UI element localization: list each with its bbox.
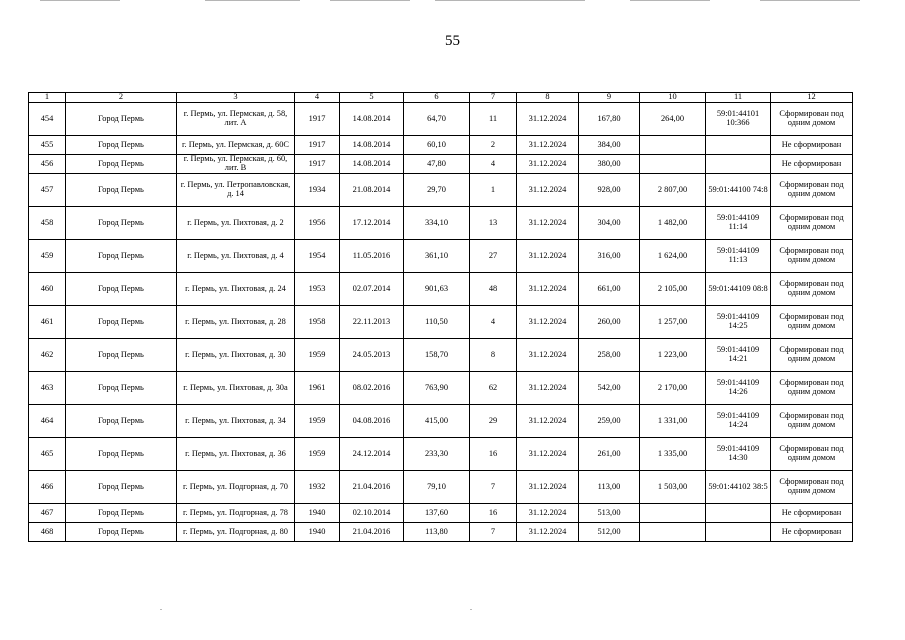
row-number: 459 [29, 240, 66, 273]
area-cell: 60,10 [404, 136, 470, 155]
status-cell: Сформирован под одним домом [771, 240, 853, 273]
deadline-cell: 31.12.2024 [517, 339, 579, 372]
year-cell: 1953 [295, 273, 340, 306]
scan-speck [470, 609, 472, 610]
column-header: 2 [66, 93, 177, 103]
municipality-cell: Город Пермь [66, 103, 177, 136]
cost-cell: 661,00 [579, 273, 640, 306]
table-row [29, 174, 853, 207]
address-cell: г. Пермь, ул. Пермская, д. 60, лит. В [177, 155, 295, 174]
municipality-cell: Город Пермь [66, 438, 177, 471]
year-cell: 1961 [295, 372, 340, 405]
cost2-cell [640, 504, 706, 523]
deadline-cell: 31.12.2024 [517, 207, 579, 240]
area-cell: 64,70 [404, 103, 470, 136]
cost-cell: 512,00 [579, 523, 640, 542]
table-row [29, 504, 853, 523]
residents-cell: 4 [470, 306, 517, 339]
date-cell: 17.12.2014 [340, 207, 404, 240]
deadline-cell: 31.12.2024 [517, 103, 579, 136]
date-cell: 14.08.2014 [340, 136, 404, 155]
deadline-cell: 31.12.2024 [517, 438, 579, 471]
cost-cell: 167,80 [579, 103, 640, 136]
address-cell: г. Пермь, ул. Пихтовая, д. 30а [177, 372, 295, 405]
status-cell: Сформирован под одним домом [771, 103, 853, 136]
deadline-cell: 31.12.2024 [517, 372, 579, 405]
area-cell: 110,50 [404, 306, 470, 339]
row-number: 460 [29, 273, 66, 306]
year-cell: 1917 [295, 136, 340, 155]
deadline-cell: 31.12.2024 [517, 471, 579, 504]
municipality-cell: Город Пермь [66, 471, 177, 504]
residents-cell: 4 [470, 155, 517, 174]
address-cell: г. Пермь, ул. Петропавловская, д. 14 [177, 174, 295, 207]
municipality-cell: Город Пермь [66, 523, 177, 542]
residents-cell: 29 [470, 405, 517, 438]
residents-cell: 1 [470, 174, 517, 207]
municipality-cell: Город Пермь [66, 207, 177, 240]
residents-cell: 48 [470, 273, 517, 306]
date-cell: 24.05.2013 [340, 339, 404, 372]
status-cell: Сформирован под одним домом [771, 405, 853, 438]
residents-cell: 16 [470, 504, 517, 523]
deadline-cell: 31.12.2024 [517, 306, 579, 339]
residents-cell: 62 [470, 372, 517, 405]
row-number: 462 [29, 339, 66, 372]
row-number: 464 [29, 405, 66, 438]
municipality-cell: Город Пермь [66, 306, 177, 339]
address-cell: г. Пермь, ул. Пихтовая, д. 2 [177, 207, 295, 240]
top-rule [435, 0, 585, 1]
cost-cell: 380,00 [579, 155, 640, 174]
date-cell: 02.07.2014 [340, 273, 404, 306]
status-cell: Сформирован под одним домом [771, 273, 853, 306]
residents-cell: 7 [470, 523, 517, 542]
area-cell: 79,10 [404, 471, 470, 504]
status-cell: Не сформирован [771, 136, 853, 155]
table-row [29, 155, 853, 174]
table-row [29, 103, 853, 136]
date-cell: 21.08.2014 [340, 174, 404, 207]
table-row [29, 523, 853, 542]
date-cell: 22.11.2013 [340, 306, 404, 339]
row-number: 455 [29, 136, 66, 155]
date-cell: 08.02.2016 [340, 372, 404, 405]
scan-speck [160, 609, 162, 610]
date-cell: 02.10.2014 [340, 504, 404, 523]
row-number: 465 [29, 438, 66, 471]
address-cell: г. Пермь, ул. Пермская, д. 58, лит. А [177, 103, 295, 136]
address-cell: г. Пермь, ул. Подгорная, д. 78 [177, 504, 295, 523]
cadastre-cell: 59:01:44109 14:21 [706, 339, 771, 372]
area-cell: 113,80 [404, 523, 470, 542]
area-cell: 47,80 [404, 155, 470, 174]
year-cell: 1956 [295, 207, 340, 240]
column-header: 3 [177, 93, 295, 103]
column-header: 12 [771, 93, 853, 103]
date-cell: 11.05.2016 [340, 240, 404, 273]
row-number: 457 [29, 174, 66, 207]
residents-cell: 8 [470, 339, 517, 372]
row-number: 461 [29, 306, 66, 339]
row-number: 467 [29, 504, 66, 523]
area-cell: 334,10 [404, 207, 470, 240]
cost2-cell: 2 170,00 [640, 372, 706, 405]
column-header: 1 [29, 93, 66, 103]
address-cell: г. Пермь, ул. Пихтовая, д. 36 [177, 438, 295, 471]
residents-cell: 7 [470, 471, 517, 504]
cadastre-cell: 59:01:44109 14:26 [706, 372, 771, 405]
column-header: 8 [517, 93, 579, 103]
row-number: 466 [29, 471, 66, 504]
date-cell: 21.04.2016 [340, 471, 404, 504]
cost2-cell: 1 624,00 [640, 240, 706, 273]
area-cell: 137,60 [404, 504, 470, 523]
column-header: 4 [295, 93, 340, 103]
municipality-cell: Город Пермь [66, 405, 177, 438]
top-rule [330, 0, 410, 1]
municipality-cell: Город Пермь [66, 504, 177, 523]
cost-cell: 258,00 [579, 339, 640, 372]
year-cell: 1954 [295, 240, 340, 273]
status-cell: Сформирован под одним домом [771, 339, 853, 372]
year-cell: 1934 [295, 174, 340, 207]
status-cell: Сформирован под одним домом [771, 174, 853, 207]
deadline-cell: 31.12.2024 [517, 504, 579, 523]
address-cell: г. Пермь, ул. Пихтовая, д. 34 [177, 405, 295, 438]
cost-cell: 113,00 [579, 471, 640, 504]
area-cell: 763,90 [404, 372, 470, 405]
status-cell: Сформирован под одним домом [771, 372, 853, 405]
address-cell: г. Пермь, ул. Пермская, д. 60С [177, 136, 295, 155]
residents-cell: 11 [470, 103, 517, 136]
table-row [29, 339, 853, 372]
cost-cell: 260,00 [579, 306, 640, 339]
cadastre-cell: 59:01:44101 10:366 [706, 103, 771, 136]
status-cell: Сформирован под одним домом [771, 471, 853, 504]
register-table [28, 92, 853, 542]
year-cell: 1958 [295, 306, 340, 339]
cost-cell: 542,00 [579, 372, 640, 405]
deadline-cell: 31.12.2024 [517, 523, 579, 542]
status-cell: Не сформирован [771, 523, 853, 542]
cadastre-cell: 59:01:44109 14:30 [706, 438, 771, 471]
cost-cell: 513,00 [579, 504, 640, 523]
area-cell: 361,10 [404, 240, 470, 273]
residents-cell: 16 [470, 438, 517, 471]
cost2-cell: 2 105,00 [640, 273, 706, 306]
cadastre-cell: 59:01:44109 08:8 [706, 273, 771, 306]
column-header: 5 [340, 93, 404, 103]
top-rule [205, 0, 300, 1]
top-rule [760, 0, 860, 1]
residents-cell: 13 [470, 207, 517, 240]
status-cell: Сформирован под одним домом [771, 207, 853, 240]
header-row [29, 93, 853, 103]
municipality-cell: Город Пермь [66, 136, 177, 155]
cost-cell: 928,00 [579, 174, 640, 207]
address-cell: г. Пермь, ул. Пихтовая, д. 30 [177, 339, 295, 372]
cost2-cell: 1 482,00 [640, 207, 706, 240]
cadastre-cell [706, 136, 771, 155]
status-cell: Сформирован под одним домом [771, 306, 853, 339]
cost-cell: 261,00 [579, 438, 640, 471]
year-cell: 1917 [295, 155, 340, 174]
address-cell: г. Пермь, ул. Подгорная, д. 80 [177, 523, 295, 542]
row-number: 454 [29, 103, 66, 136]
row-number: 456 [29, 155, 66, 174]
page-number: 55 [445, 33, 460, 49]
table-row [29, 136, 853, 155]
cost2-cell: 1 503,00 [640, 471, 706, 504]
municipality-cell: Город Пермь [66, 174, 177, 207]
column-header: 10 [640, 93, 706, 103]
cost2-cell: 1 331,00 [640, 405, 706, 438]
top-rule [40, 0, 120, 1]
municipality-cell: Город Пермь [66, 240, 177, 273]
area-cell: 901,63 [404, 273, 470, 306]
residents-cell: 2 [470, 136, 517, 155]
cadastre-cell: 59:01:44109 11:14 [706, 207, 771, 240]
cost-cell: 304,00 [579, 207, 640, 240]
cost2-cell: 1 335,00 [640, 438, 706, 471]
area-cell: 158,70 [404, 339, 470, 372]
status-cell: Сформирован под одним домом [771, 438, 853, 471]
deadline-cell: 31.12.2024 [517, 174, 579, 207]
table-row [29, 273, 853, 306]
cadastre-cell: 59:01:44109 14:24 [706, 405, 771, 438]
cadastre-cell [706, 523, 771, 542]
cost-cell: 384,00 [579, 136, 640, 155]
table-row [29, 240, 853, 273]
deadline-cell: 31.12.2024 [517, 240, 579, 273]
table-row [29, 207, 853, 240]
table-row [29, 471, 853, 504]
deadline-cell: 31.12.2024 [517, 136, 579, 155]
column-header: 11 [706, 93, 771, 103]
cost2-cell [640, 136, 706, 155]
cadastre-cell: 59:01:44102 38:5 [706, 471, 771, 504]
year-cell: 1940 [295, 523, 340, 542]
status-cell: Не сформирован [771, 155, 853, 174]
deadline-cell: 31.12.2024 [517, 405, 579, 438]
date-cell: 14.08.2014 [340, 103, 404, 136]
status-cell: Не сформирован [771, 504, 853, 523]
cost2-cell: 1 257,00 [640, 306, 706, 339]
cost2-cell: 2 807,00 [640, 174, 706, 207]
cost2-cell: 264,00 [640, 103, 706, 136]
address-cell: г. Пермь, ул. Пихтовая, д. 24 [177, 273, 295, 306]
year-cell: 1959 [295, 405, 340, 438]
date-cell: 24.12.2014 [340, 438, 404, 471]
cost2-cell: 1 223,00 [640, 339, 706, 372]
year-cell: 1940 [295, 504, 340, 523]
area-cell: 29,70 [404, 174, 470, 207]
municipality-cell: Город Пермь [66, 339, 177, 372]
area-cell: 233,30 [404, 438, 470, 471]
year-cell: 1959 [295, 438, 340, 471]
table-row [29, 405, 853, 438]
row-number: 458 [29, 207, 66, 240]
date-cell: 21.04.2016 [340, 523, 404, 542]
cadastre-cell [706, 504, 771, 523]
municipality-cell: Город Пермь [66, 155, 177, 174]
cadastre-cell: 59:01:44109 11:13 [706, 240, 771, 273]
top-rule [630, 0, 710, 1]
residents-cell: 27 [470, 240, 517, 273]
deadline-cell: 31.12.2024 [517, 155, 579, 174]
address-cell: г. Пермь, ул. Пихтовая, д. 28 [177, 306, 295, 339]
cadastre-cell [706, 155, 771, 174]
cost2-cell [640, 523, 706, 542]
address-cell: г. Пермь, ул. Подгорная, д. 70 [177, 471, 295, 504]
area-cell: 415,00 [404, 405, 470, 438]
cadastre-cell: 59:01:44109 14:25 [706, 306, 771, 339]
row-number: 468 [29, 523, 66, 542]
table-row [29, 372, 853, 405]
table-row [29, 306, 853, 339]
table-row [29, 438, 853, 471]
deadline-cell: 31.12.2024 [517, 273, 579, 306]
column-header: 6 [404, 93, 470, 103]
address-cell: г. Пермь, ул. Пихтовая, д. 4 [177, 240, 295, 273]
cost2-cell [640, 155, 706, 174]
cadastre-cell: 59:01:44100 74:8 [706, 174, 771, 207]
cost-cell: 259,00 [579, 405, 640, 438]
row-number: 463 [29, 372, 66, 405]
column-header: 9 [579, 93, 640, 103]
year-cell: 1917 [295, 103, 340, 136]
cost-cell: 316,00 [579, 240, 640, 273]
municipality-cell: Город Пермь [66, 273, 177, 306]
date-cell: 14.08.2014 [340, 155, 404, 174]
date-cell: 04.08.2016 [340, 405, 404, 438]
municipality-cell: Город Пермь [66, 372, 177, 405]
year-cell: 1932 [295, 471, 340, 504]
year-cell: 1959 [295, 339, 340, 372]
column-header: 7 [470, 93, 517, 103]
